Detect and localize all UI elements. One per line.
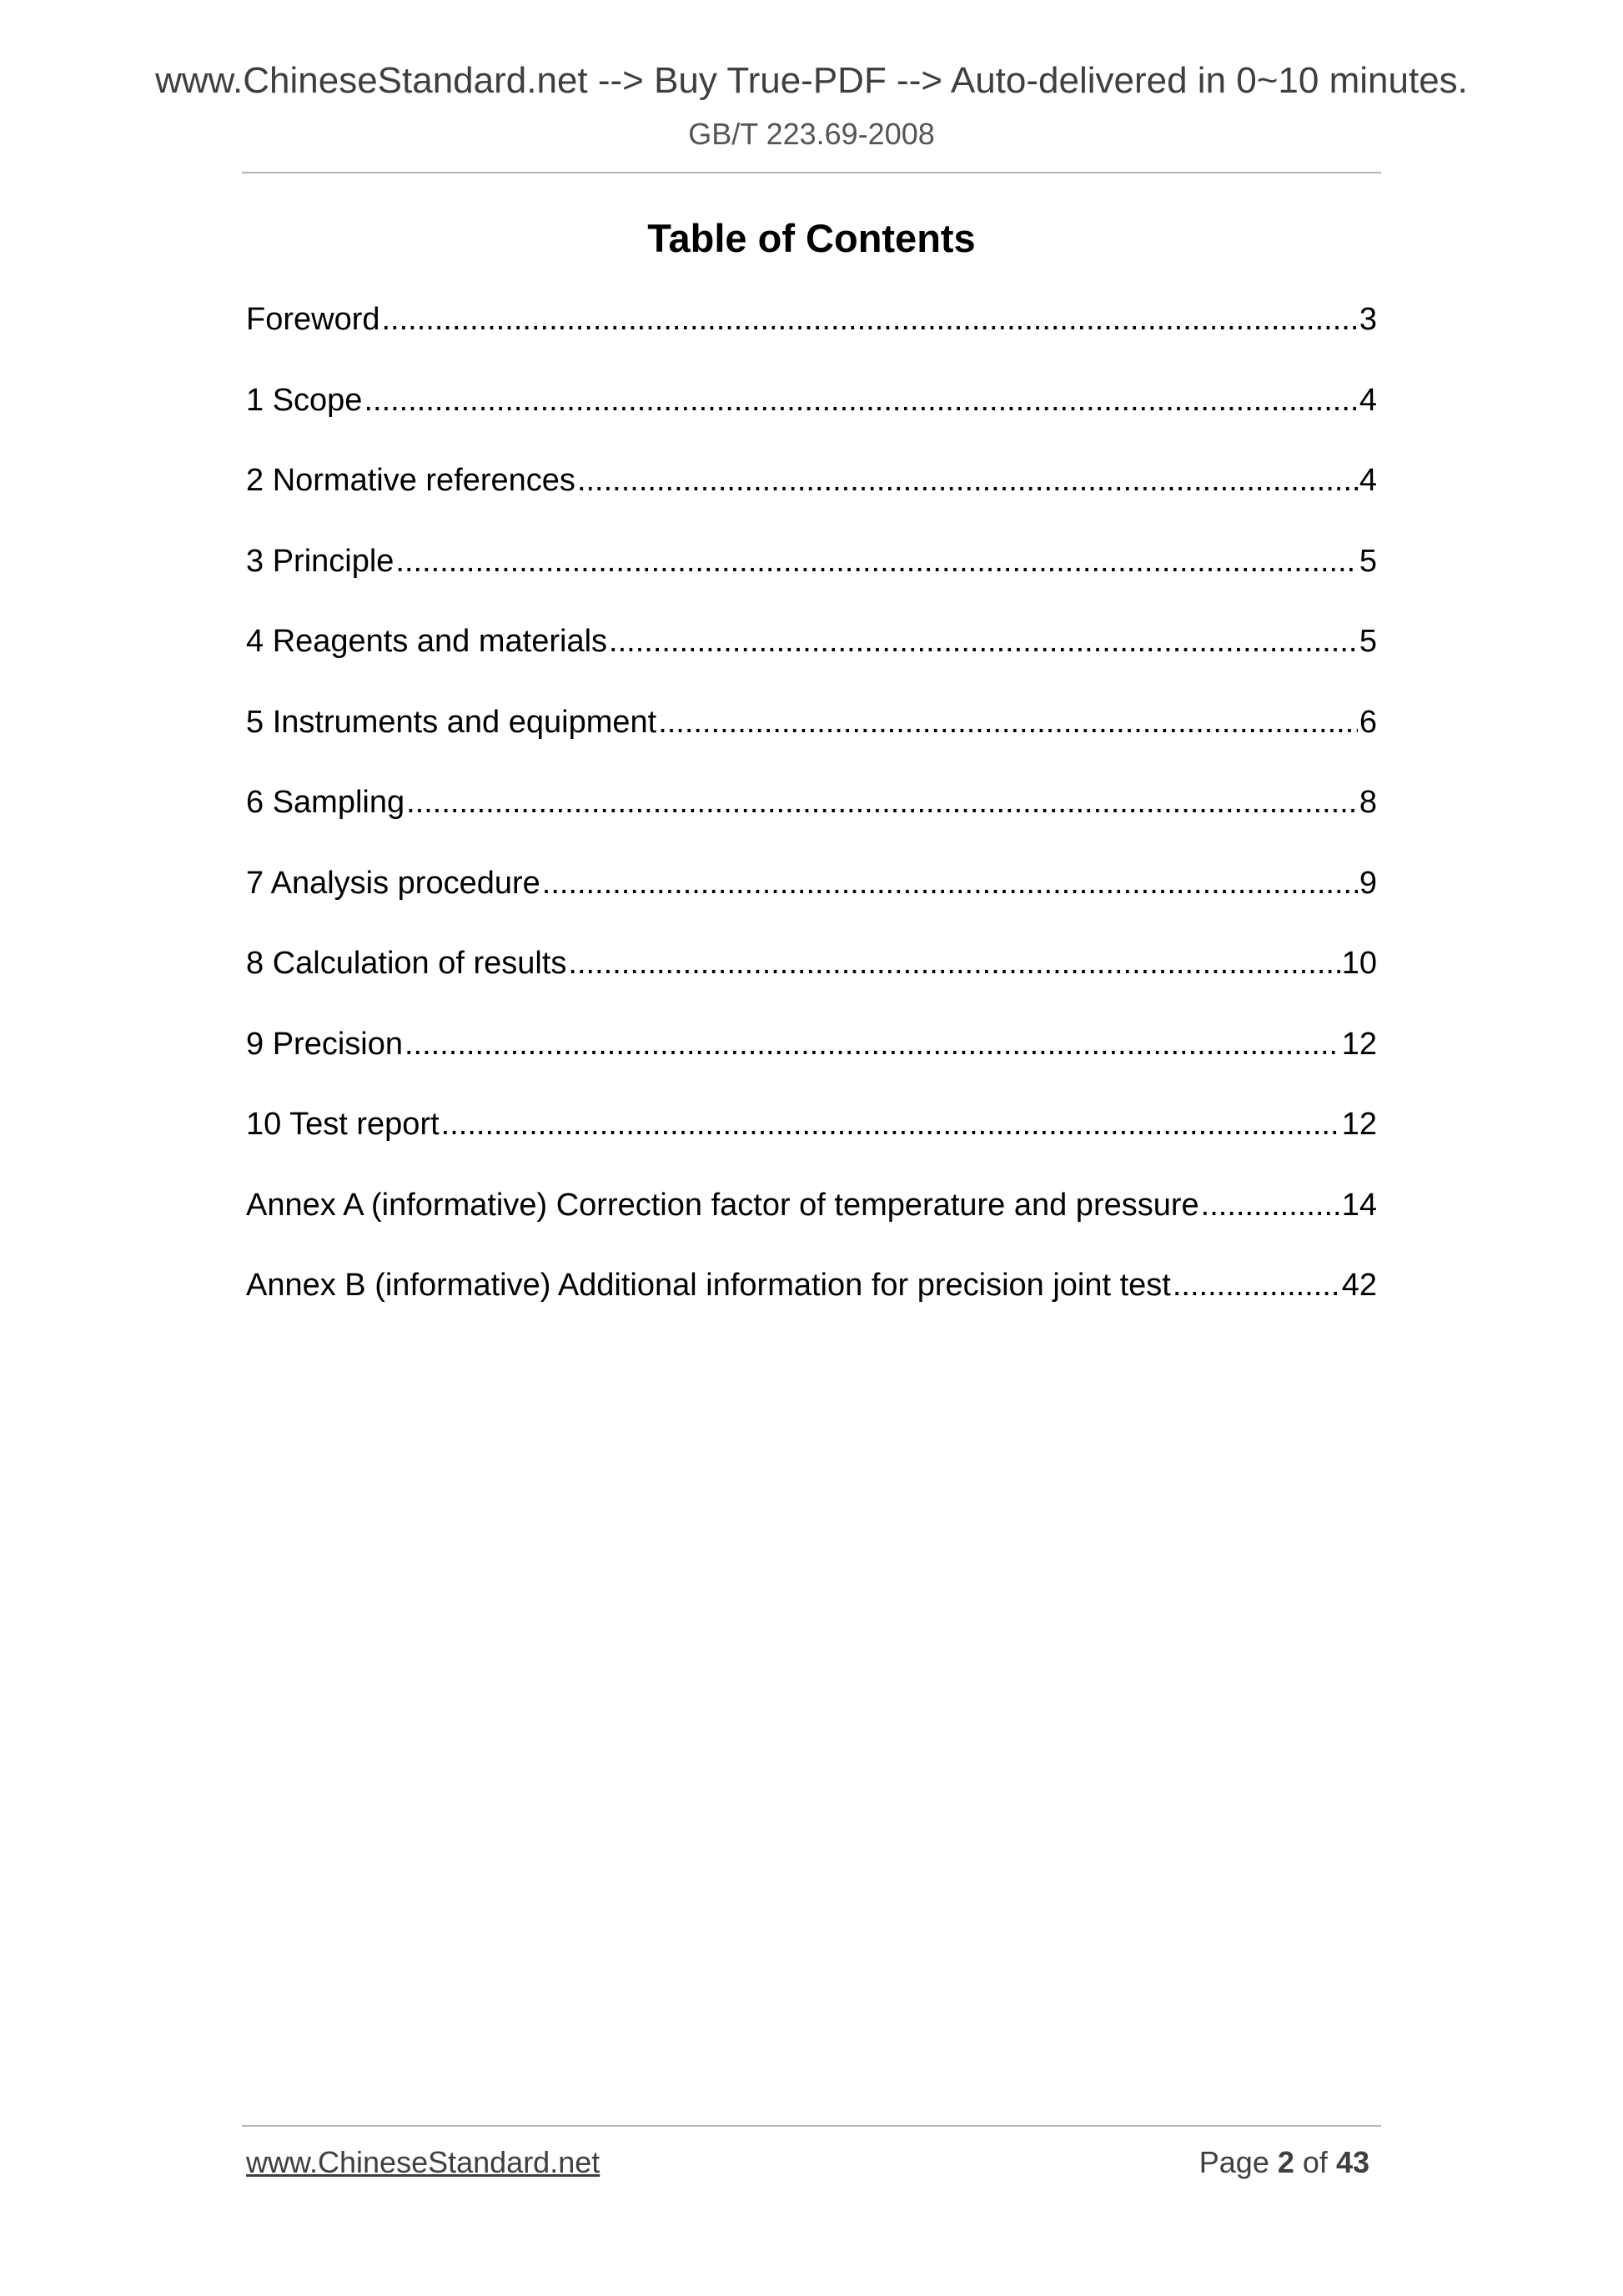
toc-dot-leader [542, 866, 1358, 902]
toc-entry-calculation-of-results[interactable] [246, 946, 1377, 1027]
toc-entry-page: 5 [1359, 624, 1377, 659]
table-of-contents [246, 302, 1377, 1349]
header-banner: www.ChineseStandard.net --> Buy True-PDF --> Auto-delivered in 0~10 minutes. [155, 60, 1468, 101]
toc-entry-page: 4 [1359, 382, 1377, 418]
toc-entry-analysis-procedure[interactable] [246, 866, 1377, 947]
toc-entry-label: 10 Test report [246, 1107, 440, 1142]
current-page-number: 2 [1277, 2145, 1294, 2179]
header-divider [242, 172, 1381, 173]
toc-title: Table of Contents [647, 216, 976, 260]
total-pages-number: 43 [1335, 2145, 1369, 2179]
toc-entry-label: 2 Normative references [246, 463, 575, 498]
toc-entry-test-report[interactable] [246, 1107, 1377, 1188]
toc-entry-sampling[interactable] [246, 785, 1377, 866]
toc-dot-leader [441, 1107, 1340, 1143]
toc-entry-page: 6 [1359, 704, 1377, 740]
toc-entry-label: 9 Precision [246, 1026, 403, 1062]
toc-dot-leader [404, 1027, 1340, 1063]
toc-entry-instruments-and-equipment[interactable] [246, 705, 1377, 786]
toc-dot-leader [406, 785, 1358, 821]
toc-entry-reagents-and-materials[interactable] [246, 624, 1377, 705]
footer-site-link[interactable]: www.ChineseStandard.net [246, 2145, 600, 2179]
toc-dot-leader [658, 705, 1358, 741]
toc-entry-annex-b[interactable] [246, 1268, 1377, 1349]
toc-entry-page: 5 [1359, 543, 1377, 579]
toc-entry-normative-references[interactable] [246, 463, 1377, 544]
toc-dot-leader [1201, 1188, 1340, 1223]
toc-entry-foreword[interactable] [246, 302, 1377, 383]
page-prefix: Page [1198, 2145, 1269, 2179]
toc-entry-page: 10 [1341, 946, 1377, 981]
toc-entry-label: 6 Sampling [246, 785, 405, 820]
page-of: of [1302, 2145, 1328, 2179]
footer-page-indicator [1199, 2145, 1369, 2180]
toc-entry-label: 8 Calculation of results [246, 946, 567, 981]
toc-entry-page: 12 [1341, 1026, 1377, 1062]
toc-dot-leader [568, 946, 1339, 982]
toc-entry-page: 14 [1341, 1187, 1377, 1223]
toc-entry-page: 12 [1341, 1107, 1377, 1142]
toc-entry-precision[interactable] [246, 1027, 1377, 1108]
toc-dot-leader [609, 624, 1358, 660]
toc-entry-page: 4 [1359, 463, 1377, 498]
toc-entry-page: 3 [1359, 302, 1377, 337]
toc-entry-principle[interactable] [246, 544, 1377, 625]
toc-entry-page: 8 [1359, 785, 1377, 820]
toc-entry-label: 3 Principle [246, 543, 394, 579]
toc-dot-leader [364, 383, 1357, 419]
toc-entry-page: 9 [1359, 865, 1377, 901]
toc-entry-label: Foreword [246, 302, 380, 337]
toc-entry-label: 7 Analysis procedure [246, 865, 540, 901]
toc-entry-annex-a[interactable] [246, 1188, 1377, 1269]
toc-entry-page: 42 [1341, 1268, 1377, 1303]
toc-entry-label: 5 Instruments and equipment [246, 704, 657, 740]
footer-divider [242, 2125, 1381, 2127]
toc-dot-leader [577, 463, 1358, 499]
toc-entry-label: 1 Scope [246, 382, 363, 418]
toc-entry-label: Annex A (informative) Correction factor of temperature and pressure [246, 1187, 1199, 1223]
toc-entry-label: 4 Reagents and materials [246, 624, 608, 659]
toc-entry-label: Annex B (informative) Additional information for precision joint test [246, 1268, 1171, 1303]
toc-dot-leader [1173, 1268, 1340, 1304]
toc-dot-leader [395, 544, 1357, 580]
toc-dot-leader [382, 302, 1358, 338]
standard-code: GB/T 223.69-2008 [688, 117, 935, 151]
toc-entry-scope[interactable] [246, 383, 1377, 464]
